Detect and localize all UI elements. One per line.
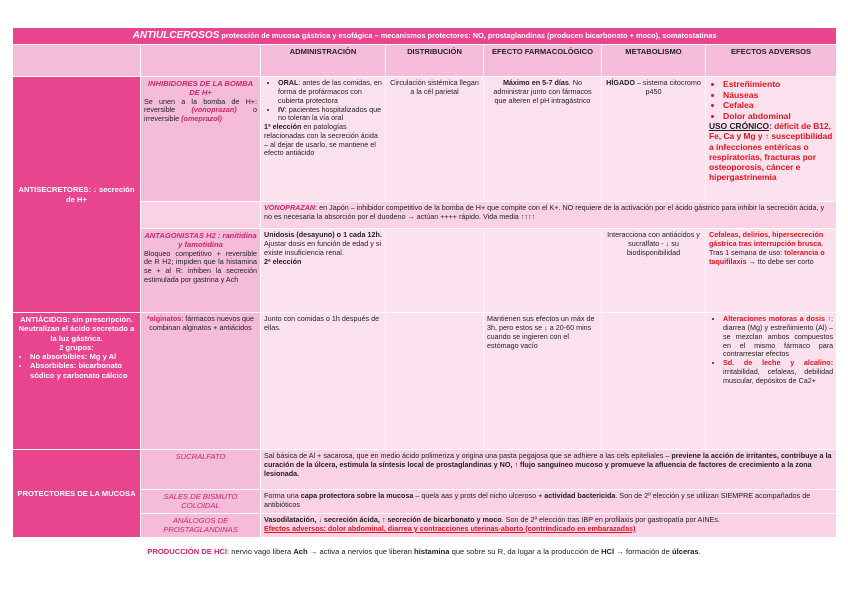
h2-administracion: Unidosis (desayuno) o 1 cada 12h. Ajustar dosis en función de edad y si existe insuficiencia renal. 2ª elección — [261, 229, 386, 313]
h2-desc: Bloqueo competitivo + reversible de R H2; impiden que la histamina se + al R: inhiben la secreción estimulada por gastrina y Ach — [144, 248, 257, 285]
protectores-label: PROTECTORES DE LA MUCOSA — [13, 450, 141, 538]
ibp-adverso: • Estreñimiento — [723, 79, 833, 89]
ibp-metabolismo: HÍGADO – sistema citocromo p450 — [602, 77, 706, 202]
ibp-admin-iv: • IV: pacientes hospitalizados que no toleran la vía oral — [278, 106, 382, 124]
ibp-administracion — [261, 77, 386, 202]
ibp-adverso: • Náuseas — [723, 90, 833, 100]
sucralfato-row — [13, 450, 837, 490]
antiacidos-adversos-list — [709, 315, 833, 385]
prostaglandinas-name: ANÁLOGOS DE PROSTAGLANDINAS — [141, 514, 261, 538]
ibp-distribucion: Circulación sistémica llegan a la cél parietal — [386, 77, 484, 202]
header-distribucion: DISTRIBUCIÓN — [386, 45, 484, 77]
ibp-admin-list — [264, 79, 382, 123]
ibp-name: INHIBIDORES DE LA BOMBA DE H+ — [147, 79, 254, 98]
antisecretores-label: ANTISECRETORES: ↓ secreción de H+ — [13, 77, 141, 313]
antiacidos-group: • Absorbibles: bicarbonato sódico y carbonato cálcico — [30, 361, 137, 380]
sucralfato-name: SUCRALFATO — [141, 450, 261, 490]
ibp-desc: Se unen a la bomba de H+: reversible (vonoprazan) o irreversible (omeprazol) — [144, 96, 257, 124]
h2-metabolismo: Interacciona con antiácidos y sucralfato - ↓ su biodisponibilidad — [602, 229, 706, 313]
header-empty-2 — [141, 45, 261, 77]
h2-distribucion — [386, 229, 484, 313]
ibp-efecto: Máximo en 5-7 días. No administrar junto con fármacos que alteren el pH intragástrico — [484, 77, 602, 202]
h2-name: ANTAGONISTAS H2 : ranitidina y famotidina — [144, 231, 257, 250]
bismuto-text: Forma una capa protectora sobre la mucosa – quela aas y prots del nicho ulceroso + actividad bactericida. Son de 2º elección y se utilizan SIEMPRE acompañados de antibióticos — [261, 490, 837, 514]
header-administracion: ADMINISTRACIÓN — [261, 45, 386, 77]
alginatos-note: *alginatos: fármacos nuevos que combinan alginatos + antiácidos — [141, 313, 261, 450]
title-main: ANTIULCEROSOS — [132, 30, 220, 41]
ibp-adversos-list — [709, 79, 833, 121]
ibp-row — [13, 77, 837, 202]
antiacidos-efecto: Mantienen sus efectos un máx de 3h, pero estos se ↓ a 20-60 mins cuando se ingieren con el estómago vacío — [484, 313, 602, 450]
antiacidos-label: ANTIÁCIDOS: sin prescripción. Neutralizan el ácido secretado a la luz gástrica. 2 grupos: • No absorbibles: Mg y Al • Absorbibles: bicarbonato sódico y carbonato cálcico — [13, 313, 141, 450]
antiacidos-distribucion — [386, 313, 484, 450]
antiulcerosos-table — [12, 27, 837, 538]
ibp-uso-cronico: USO CRÓNICO: déficit de B12, Fe, Ca y Mg y ↑ susceptibilidad a infecciones entéricas o respiratorias, fracturas por osteoporosis, cáncer e hipergastrinemia — [709, 121, 833, 183]
h2-drug — [141, 229, 261, 313]
ibp-adversos — [706, 77, 837, 202]
h2-adversos: Cefaleas, delirios, hipersecreción gástrica tras interrupción brusca. Tras 1 semana de uso: tolerancia o taquifilaxis → tto debe ser corto — [706, 229, 837, 313]
prostaglandinas-text: Vasodilatación, ↓ secreción ácida, ↑ secreción de bicarbonato y moco. Son de 2º elección tras IBP en profilaxis por gastropatía por AINEs. Efectos adversos: dolor abdominal, diarrea y contracciones uterinas-aborto (contrindicado en embarazadas) — [261, 514, 837, 538]
ibp-admin-eleccion: 1ª elección en patologías relacionadas con la secreción ácida – al dejar de usarlo, se mantiene el efecto antiácido — [264, 122, 378, 158]
antiacidos-adverso: • Sd. de leche y alcalino: irritabilidad, cefaleas, debilidad muscular, depósitos de Ca2+ — [723, 359, 833, 385]
header-empty — [13, 45, 141, 77]
ibp-drug — [141, 77, 261, 202]
header-efecto: EFECTO FARMACOLÓGICO — [484, 45, 602, 77]
antiacidos-adverso: • Alteraciones motoras a dosis ↑: diarrea (Mg) y estreñimiento (Al) – se mezclan ambos compuestos en el mismo fármaco para contrarrestar efectos — [723, 315, 833, 359]
antiacidos-group: • No absorbibles: Mg y Al — [30, 352, 137, 361]
header-metabolismo: METABOLISMO — [602, 45, 706, 77]
title-rest: protección de mucosa gástrica y esofágica – mecanismos protectores: NO, prostaglandinas (producen bicarbonato + moco), somatostatinas — [219, 31, 717, 40]
sucralfato-text: Sal básica de Al + sacarosa, que en medio ácido polimeriza y origina una pasta pegajosa que se adhiere a las cels epiteliales – previene la acción de irritantes, contribuye a la curación de la úlcera, estimula la síntesis local de prostaglandinas y NO, ↑ flujo sanguíneo mucoso y promueve la afluencia de factores de crecimiento a la zona lesionada. — [261, 450, 837, 490]
footer-hcl-production: PRODUCCIÓN DE HCl: nervio vago libera Ach → activa a nervios que liberan histamina que sobre su R, da lugar a la producción de HCl → formación de úlceras. — [147, 547, 701, 556]
bismuto-name: SALES DE BISMUTO COLOIDAL — [141, 490, 261, 514]
ibp-adverso: • Cefalea — [723, 100, 833, 110]
ibp-admin-oral: • ORAL: antes de las comidas, en forma de profármacos con cubierta protectora — [278, 79, 382, 105]
title-row — [13, 28, 837, 45]
vonoprazan-spacer — [141, 202, 261, 229]
ibp-adverso: • Dolor abdominal — [723, 111, 833, 121]
antiacidos-administracion: Junto con comidas o 1h después de ellas. — [261, 313, 386, 450]
h2-efecto — [484, 229, 602, 313]
header-row — [13, 45, 837, 77]
antiacidos-groups — [16, 352, 137, 380]
antiacidos-row — [13, 313, 837, 450]
page-title — [13, 28, 837, 45]
antiacidos-adversos — [706, 313, 837, 450]
header-efectos-adversos: EFECTOS ADVERSOS — [706, 45, 837, 77]
vonoprazan-note: VONOPRAZAN: en Japón – inhibidor competitivo de la bomba de H+ que compite con el K+. NO requiere de la activación por el ácido gástrico para inhibir la secreción ácida, y no es necesaria la absorción por el duodeno → actúan ++++ rápido. Vida media ↑↑↑↑ — [261, 202, 837, 229]
antiacidos-metabolismo — [602, 313, 706, 450]
